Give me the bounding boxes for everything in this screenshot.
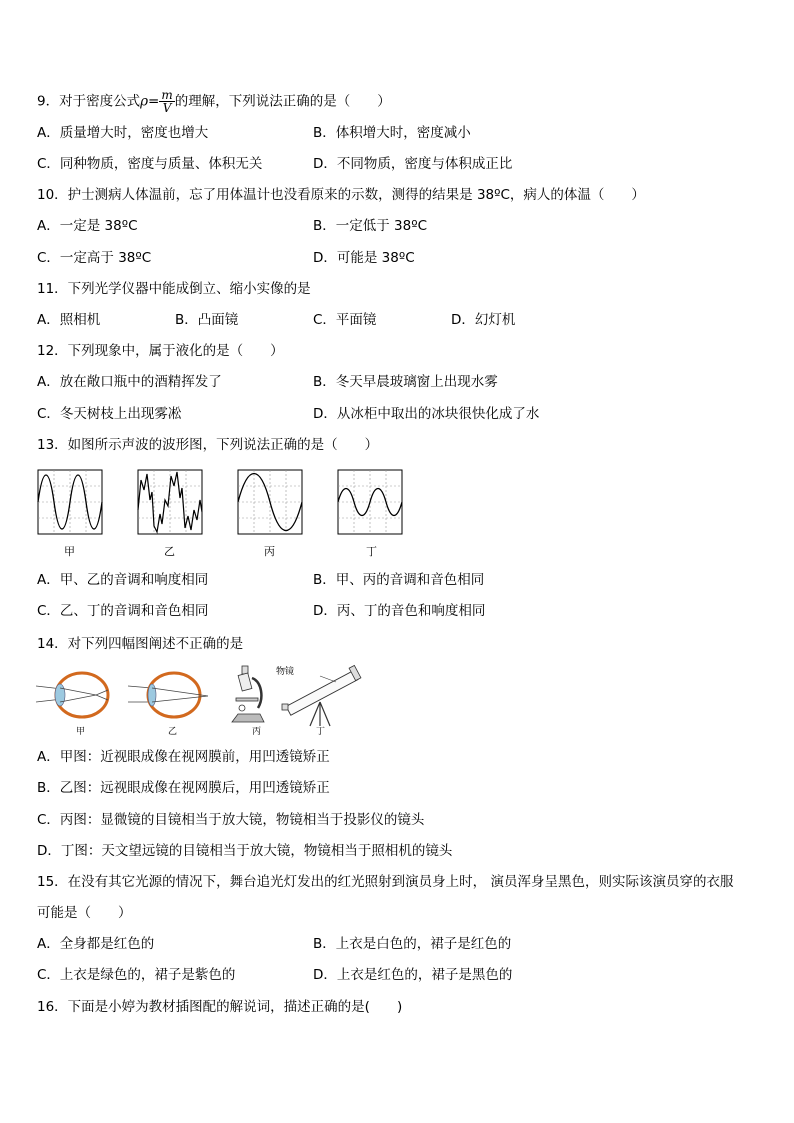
- objective-lens-label: 物镜: [276, 667, 295, 677]
- question-15-stem-line1: 15．在没有其它光源的情况下，舞台追光灯发出的红光照射到演员身上时， 演员浑身呈黑色，则实际该演员穿的衣服: [37, 874, 734, 890]
- q11-option-b: B．凸面镜: [175, 312, 239, 328]
- q15-option-c: C．上衣是绿色的，裙子是紫色的: [37, 967, 236, 983]
- q12-option-c: C．冬天树枝上出现雾凇: [37, 406, 182, 422]
- q13-option-b: B．甲、丙的音调和音色相同: [313, 572, 485, 588]
- waveform-label-jia: 甲: [64, 545, 75, 558]
- density-fraction: [159, 89, 174, 114]
- waveform-label-bing: 丙: [264, 545, 275, 558]
- q14-option-c: C．丙图：显微镜的目镜相当于放大镜，物镜相当于投影仪的镜头: [37, 812, 425, 828]
- optics-label-bing: 丙: [252, 727, 262, 737]
- waveform-figure: [36, 468, 416, 558]
- q14-option-d: D．丁图：天文望远镜的目镜相当于放大镜，物镜相当于照相机的镜头: [37, 843, 453, 859]
- fraction-numerator: m: [161, 88, 173, 102]
- q11-option-a: A．照相机: [37, 312, 101, 328]
- q12-option-b: B．冬天早晨玻璃窗上出现水雾: [313, 374, 498, 390]
- q15-option-a: A．全身都是红色的: [37, 936, 155, 952]
- question-15-stem-line2: 可能是（ ）: [37, 905, 132, 921]
- q12-option-d: D．从冰柜中取出的冰块很快化成了水: [313, 406, 540, 422]
- optics-label-ding: 丁: [316, 727, 326, 737]
- rho-symbol: ρ: [140, 93, 149, 110]
- q9-option-d: D．不同物质，密度与体积成正比: [313, 156, 513, 172]
- q10-option-d: D．可能是 38ºC: [313, 250, 415, 266]
- question-16-stem: 16．下面是小婷为教材插图配的解说词，描述正确的是( ): [37, 999, 403, 1015]
- q14-option-a: A．甲图：近视眼成像在视网膜前，用凹透镜矫正: [37, 749, 330, 765]
- waveform-jia: [38, 470, 102, 534]
- q13-option-c: C．乙、丁的音调和音色相同: [37, 603, 209, 619]
- question-11-stem: 11．下列光学仪器中能成倒立、缩小实像的是: [37, 281, 311, 297]
- q9-suffix: 的理解，下列说法正确的是（ ）: [174, 93, 391, 110]
- q14-option-b: B．乙图：远视眼成像在视网膜后，用凹透镜矫正: [37, 780, 330, 796]
- q10-option-a: A．一定是 38ºC: [37, 218, 138, 234]
- q12-option-a: A．放在敞口瓶中的酒精挥发了: [37, 374, 222, 390]
- q9-option-c: C．同种物质，密度与质量、体积无关: [37, 156, 263, 172]
- q9-option-b: B．体积增大时，密度减小: [313, 125, 471, 141]
- fraction-denominator: V: [162, 101, 172, 115]
- q9-prefix: 9．对于密度公式: [37, 93, 141, 110]
- question-14-stem: 14．对下列四幅图阐述不正确的是: [37, 636, 244, 652]
- q13-option-d: D．丙、丁的音色和响度相同: [313, 603, 486, 619]
- q13-option-a: A．甲、乙的音调和响度相同: [37, 572, 209, 588]
- question-13-stem: 13．如图所示声波的波形图，下列说法正确的是（ ）: [37, 437, 379, 453]
- question-12-stem: 12．下列现象中，属于液化的是（ ）: [37, 343, 284, 359]
- optics-label-yi: 乙: [168, 727, 178, 737]
- q11-option-d: D．幻灯机: [451, 312, 516, 328]
- q10-option-b: B．一定低于 38ºC: [313, 218, 428, 234]
- microscope-icon: [232, 666, 264, 722]
- waveform-yi: [138, 470, 202, 534]
- q15-option-b: B．上衣是白色的，裙子是红色的: [313, 936, 512, 952]
- waveform-bing: [238, 470, 302, 534]
- equals-sign: =: [148, 93, 160, 110]
- q11-option-c: C．平面镜: [313, 312, 377, 328]
- waveform-label-ding: 丁: [366, 545, 377, 558]
- optics-label-jia: 甲: [76, 727, 86, 737]
- question-9-stem: [37, 89, 391, 114]
- waveform-ding: [338, 470, 402, 534]
- myopia-eye-diagram: [36, 673, 108, 717]
- q9-option-a: A．质量增大时，密度也增大: [37, 125, 209, 141]
- q10-option-c: C．一定高于 38ºC: [37, 250, 152, 266]
- waveform-label-yi: 乙: [164, 545, 175, 558]
- q15-option-d: D．上衣是红色的，裙子是黑色的: [313, 967, 513, 983]
- question-10-stem: 10．护士测病人体温前，忘了用体温计也没看原来的示数，测得的结果是 38ºC，病人的体温（ ）: [37, 187, 645, 203]
- hyperopia-eye-diagram: [128, 673, 208, 717]
